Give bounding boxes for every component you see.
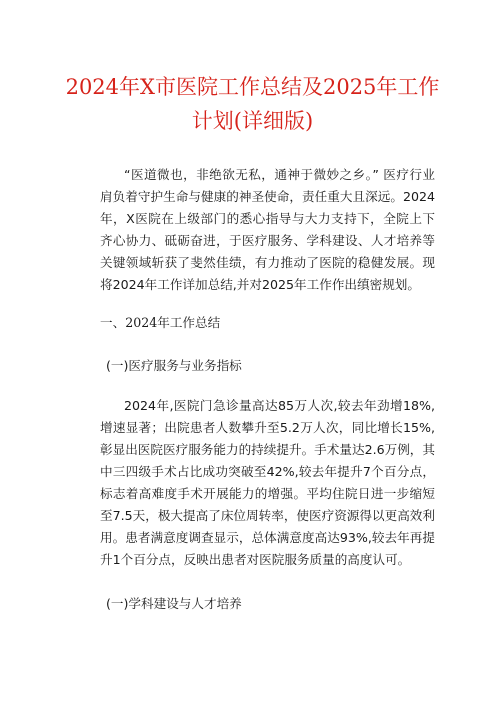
subsection-heading-discipline-talent: (一)学科建设与人才培养 [106, 596, 242, 611]
section-heading: 一、2024年工作总结 [100, 315, 221, 330]
document-title: 2024年X市医院工作总结及2025年工作计划(详细版) [65, 75, 440, 133]
medical-services-paragraph: 2024年,医院门急诊量高达85万人次,较去年劲增18%,增速显著；出院患者人数攀升至5.2万人次，同比增长15%,彰显出医院医疗服务能力的持续提升。手术量达2.6万例，其中三四级手术占比成功突破至42%,较去年提升7个百分点，标志着高难度手术开展能力的增强。平均住院日进一步缩短至7.5天，极大提高了床位周转率，使医疗资源得以更高效利用。患者满意度调查显示，总体满意度高达93%,较去年再提升1个百分点，反映出患者对医院服务质量的高度认可。 [100, 398, 435, 567]
intro-paragraph: “医道微也，非绝欲无私，通神于微妙之乡。” 医疗行业肩负着守护生命与健康的神圣使命，责任重大且深远。2024年，X医院在上级部门的悉心指导与大力支持下，全院上下齐心协力、砥砺奋进，于医疗服务、学科建设、人才培养等关键领域斩获了斐然佳绩，有力推动了医院的稳健发展。现将2024年工作详加总结,并对2025年工作作出缜密规划。 [100, 167, 435, 292]
subsection-heading-medical-services: (一)医疗服务与业务指标 [106, 358, 242, 373]
